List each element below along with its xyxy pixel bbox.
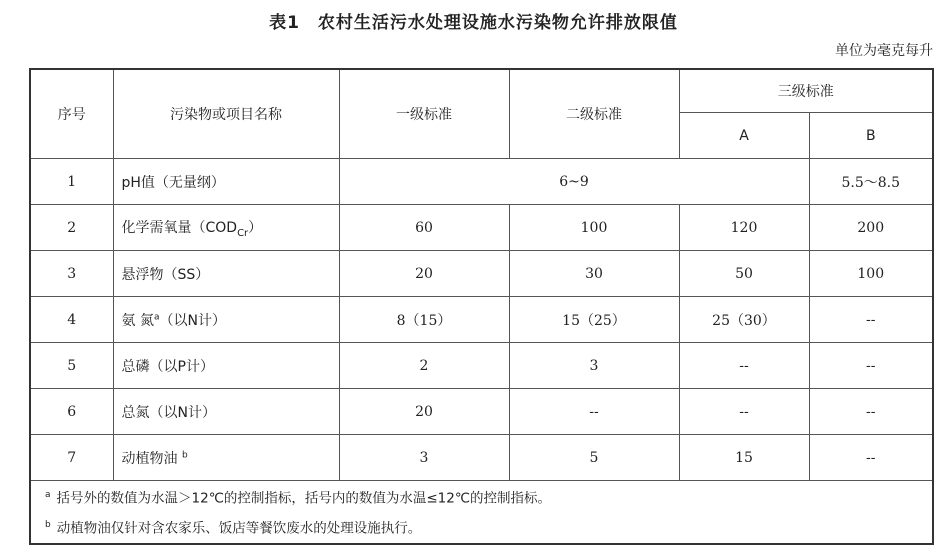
cell-grade3a: 120 [679, 205, 809, 251]
cell-seq: 4 [30, 297, 113, 343]
table-row [30, 389, 933, 435]
cell-grade2: 100 [509, 205, 679, 251]
cell-grade3b: 5.5～8.5 [809, 159, 933, 205]
footnote-ref-a: a [153, 311, 160, 322]
unit-label: 单位为毫克每升 [835, 43, 933, 59]
table-row [30, 159, 933, 205]
cell-grade3a: -- [679, 343, 809, 389]
standards-table [29, 68, 934, 545]
cell-name [113, 297, 339, 343]
footnote-ref-b: b [181, 449, 188, 460]
cell-name: pH值（无量纲） [113, 159, 339, 205]
table-row [30, 297, 933, 343]
cell-grade1: 8（15） [339, 297, 509, 343]
cell-grade3a: 25（30） [679, 297, 809, 343]
cell-grade3b: -- [809, 297, 933, 343]
cell-name: 悬浮物（SS） [113, 251, 339, 297]
cell-grade1: 60 [339, 205, 509, 251]
cell-name: 总氮（以N计） [113, 389, 339, 435]
cell-grade3a: -- [679, 389, 809, 435]
header-row [30, 69, 933, 113]
cell-grade3b: 100 [809, 251, 933, 297]
cell-grade1: 20 [339, 389, 509, 435]
header-grade3: 三级标准 [679, 69, 933, 113]
table-row [30, 251, 933, 297]
cell-name-subscript: Cr [237, 227, 249, 239]
cell-name: 总磷（以P计） [113, 343, 339, 389]
cell-grade2: 3 [509, 343, 679, 389]
footnote-text-a: 括号外的数值为水温＞12℃的控制指标，括号内的数值为水温≤12℃的控制指标。 [56, 490, 552, 506]
cell-grade1: 20 [339, 251, 509, 297]
table-row [30, 343, 933, 389]
cell-grade3a: 50 [679, 251, 809, 297]
table-row [30, 205, 933, 251]
cell-grade3b: -- [809, 435, 933, 481]
cell-seq: 1 [30, 159, 113, 205]
table-title: 表1 农村生活污水处理设施水污染物允许排放限值 [269, 13, 678, 33]
cell-seq: 6 [30, 389, 113, 435]
cell-seq: 3 [30, 251, 113, 297]
cell-grade3b: 200 [809, 205, 933, 251]
cell-name-main: 氨 氮 [121, 312, 154, 329]
footnotes [30, 481, 933, 545]
header-grade3-b: B [809, 113, 933, 159]
cell-name-tail: ） [248, 219, 263, 236]
footnote-mark-b: b [45, 520, 51, 530]
cell-grade2: 15（25） [509, 297, 679, 343]
header-name: 污染物或项目名称 [113, 69, 339, 159]
cell-name [113, 435, 339, 481]
cell-name-main: 化学需氧量（COD [121, 219, 238, 236]
header-seq: 序号 [30, 69, 113, 159]
footnote-row [30, 481, 933, 545]
cell-grade3b: -- [809, 343, 933, 389]
cell-grade3b: -- [809, 389, 933, 435]
table-row [30, 435, 933, 481]
cell-name-tail: （以N计） [159, 312, 226, 329]
cell-seq: 2 [30, 205, 113, 251]
footnote-text-b: 动植物油仅针对含农家乐、饭店等餐饮废水的处理设施执行。 [56, 520, 422, 537]
footnote-b [45, 512, 932, 543]
cell-grade2: 5 [509, 435, 679, 481]
header-grade2: 二级标准 [509, 69, 679, 159]
cell-grade2: 30 [509, 251, 679, 297]
header-grade1: 一级标准 [339, 69, 509, 159]
cell-grade3a: 15 [679, 435, 809, 481]
footnote-mark-a: a [45, 489, 51, 500]
cell-seq: 5 [30, 343, 113, 389]
header-grade3-a: A [679, 113, 809, 159]
cell-name-main: 动植物油 [121, 450, 178, 467]
cell-grade1: 2 [339, 343, 509, 389]
footnote-a [45, 482, 932, 513]
cell-seq: 7 [30, 435, 113, 481]
cell-name [113, 205, 339, 251]
cell-grade1: 3 [339, 435, 509, 481]
cell-merged-value: 6~9 [339, 159, 809, 205]
cell-grade2: -- [509, 389, 679, 435]
